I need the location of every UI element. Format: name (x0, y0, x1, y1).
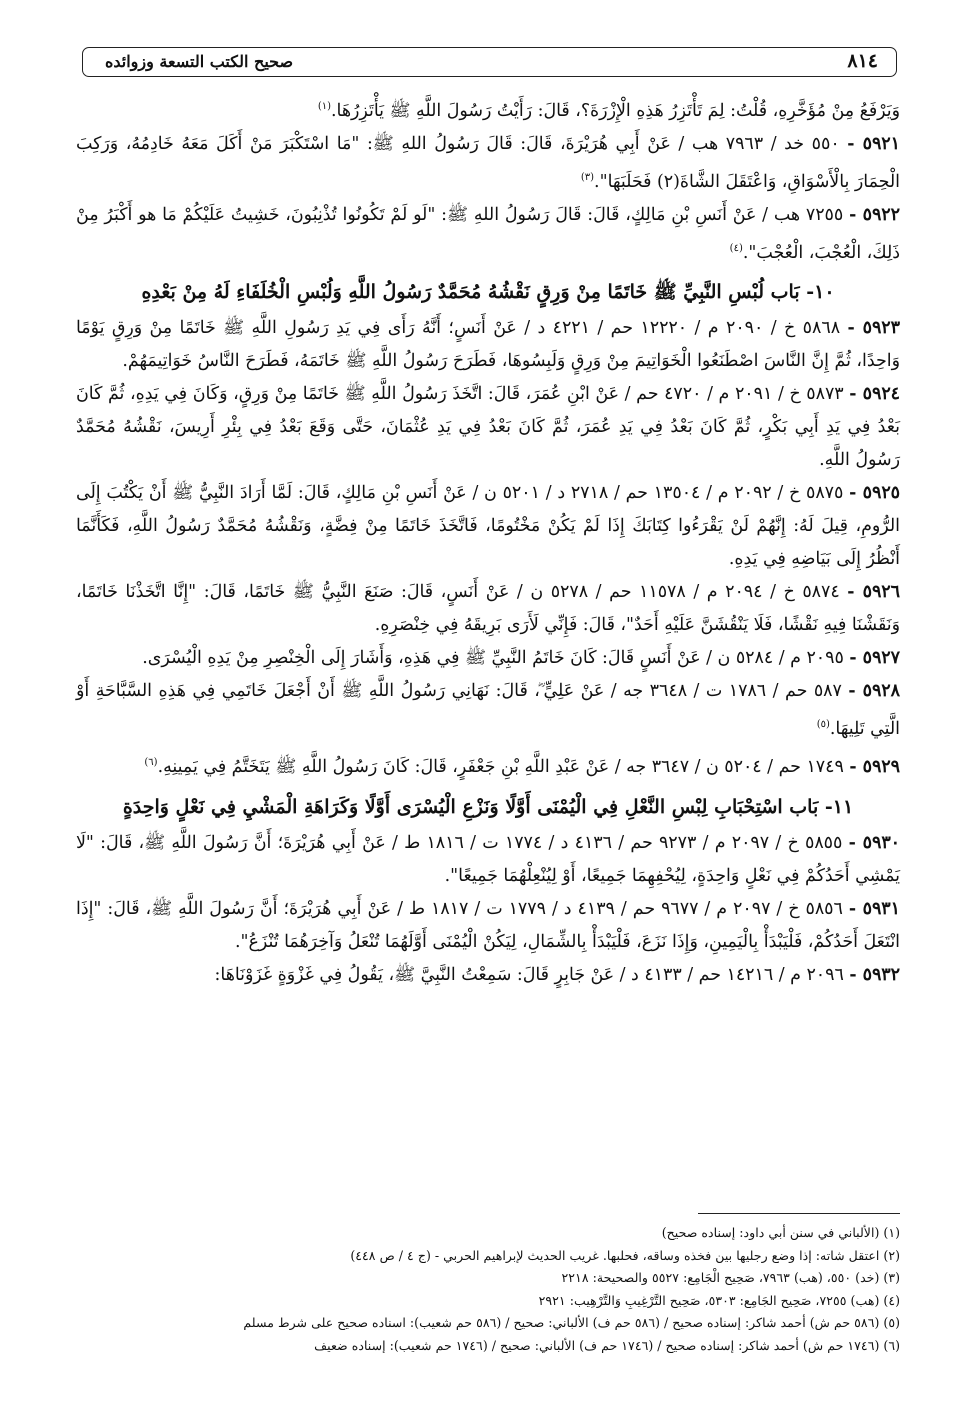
hadith-paragraph (76, 576, 900, 642)
hadith-text: ١٧٤٩ حم / ٥٢٠٤ ن / ٣٦٤٧ جه / عَنْ عَبْدِ اللَّهِ بْنِ جَعْفَرٍ، قَالَ: كَانَ رَسُولُ اللَّهِ ﷺ يَتَخَتَّمُ فِي يَمِينِهِ. (157, 756, 850, 777)
hadith-number: ٥٩٢١ - (847, 133, 900, 154)
footnote-ref[interactable]: (٣) (580, 171, 595, 183)
hadith-paragraph (76, 128, 900, 199)
hadith-paragraph (76, 642, 900, 675)
hadith-paragraph (76, 477, 900, 576)
page-header (82, 47, 897, 77)
footnote-ref[interactable]: (١) (317, 101, 332, 112)
footnote-ref[interactable]: (٦) (144, 757, 158, 769)
hadith-number: ٥٩٢٢ - (849, 204, 900, 225)
hadith-text: ٥٨٧٥ خ / ٢٠٩٢ م / ١٣٥٠٤ حم / ٢٧١٨ د / ٥٢٠١ ن / عَنْ أَنَسِ بْنِ مَالِكٍ، قَالَ: لَمَّا أَرَادَ النَّبِيُّ ﷺ أَنْ يَكْتُبَ إِلَى الرُّومِ، قِيلَ لَهُ: إِنَّهُمْ لَنْ يَقْرَءُوا كِتَابَكَ إِذَا لَمْ يَكُنْ مَخْتُومًا، فَاتَّخَذَ خَاتَمًا مِنْ فِضَّةٍ، وَنَقْشُهُ مُحَمَّدٌ رَسُولُ اللَّهِ، فَكَأَنَّمَا أَنْظُرُ إِلَى بَيَاضِهِ فِي يَدِهِ. (76, 483, 900, 570)
hadith-paragraph (76, 959, 900, 992)
hadith-paragraph (76, 746, 900, 784)
hadith-number: ٥٩٢٣ - (847, 318, 900, 339)
chapter-heading: ١٠- بَاب لُبْسِ النَّبِيِّ ﷺ خَاتَمًا مِنْ وَرِقٍ نَقْشُهُ مُحَمَّدٌ رَسُولُ اللَّهِ وَلُبْسِ الْخُلَفَاءِ لَهُ مِنْ بَعْدِهِ (141, 281, 835, 304)
hadith-text: ٥٨٦٨ خ / ٢٠٩٠ م / ١٢٢٢٠ حم / ٤٢٢١ د / عَنْ أَنَسٍ؛ أَنَّهُ رَأَى فِي يَدِ رَسُولِ اللَّهِ ﷺ خَاتَمًا مِنْ وَرِقٍ يَوْمًا وَاحِدًا، ثُمَّ إِنَّ النَّاسَ اصْطَنَعُوا الْخَوَاتِيمَ مِنْ وَرِقٍ وَلَبِسُوهَا، فَطَرَحَ رَسُولُ اللَّهِ ﷺ خَاتَمَهُ، فَطَرَحَ النَّاسُ خَوَاتِيمَهُمْ. (76, 318, 900, 372)
footnote-line: (٦) (١٧٤٦ حم ش) أحمد شاكر: إسناده صحيح / (١٧٤٦ حم ف) الألباني: صحيح / (١٧٤٦ حم شعيب): إسناده ضعيف (314, 1337, 900, 1353)
hadith-text: ٧٢٥٥ هب / عَنْ أَنَسِ بْنِ مَالِكٍ، قَالَ: قَالَ رَسُولُ اللهِ ﷺ: "لَو لَمْ تَكُونُوا تُذْنِبُونَ، خَشِيتُ عَلَيْكُمْ مَا هو أَكْبَرُ مِنْ ذَلِكَ، الْعُجْبَ، الْعُجْبَ". (76, 204, 900, 263)
hadith-text: ٢٠٩٦ م / ١٤٢١٦ حم / ٤١٣٣ د / عَنْ جَابِرٍ قَالَ: سَمِعْتُ النَّبِيَّ ﷺ، يَقُولُ فِي غَزْوَةٍ غَزَوْنَاهَا: (214, 964, 850, 985)
hadith-text: ٥٨٧ حم / ١٧٨٦ ت / ٣٦٤٨ جه / عَنْ عَلِيٍّ ؓ، قَالَ: نَهَانِي رَسُولُ اللَّهِ ﷺ أَنْ أَجْعَلَ خَاتَمِي فِي هَذِهِ السَّبَّاحَةِ أَوْ الَّتِي تَلِيهَا. (76, 681, 900, 740)
hadith-text: ٥٨٧٣ خ / ٢٠٩١ م / ٤٧٢٠ حم / عَنْ ابْنِ عُمَرَ، قَالَ: اتَّخَذَ رَسُولُ اللَّهِ ﷺ خَاتَمًا مِنْ وَرِقٍ، وَكَانَ فِي يَدِهِ، ثُمَّ كَانَ بَعْدُ فِي يَدِ أَبِي بَكْرٍ، ثُمَّ كَانَ بَعْدُ فِي يَدِ عُمَرَ، ثُمَّ كَانَ بَعْدُ فِي يَدِ عُثْمَانَ، حَتَّى وَقَعَ بَعْدُ فِي بِئْرِ أَرِيسَ، نَقْشُهُ مُحَمَّدٌ رَسُولُ اللَّهِ. (76, 384, 900, 471)
hadith-paragraph (76, 827, 900, 893)
hadith-number: ٥٩٣٢ - (849, 964, 900, 985)
hadith-text: وَيَرْفَعُ مِنْ مُؤَخَّرِهِ، قُلْتُ: لِمَ تَأْتَزِرُ هَذِهِ الْإِزْرَةَ؟، قَالَ: رَأَيْتُ رَسُولَ اللَّهِ ﷺ يَأْتَزِرُهَا. (331, 100, 900, 121)
footnote-line: (٢) اعتقل شاته: إذا وضع رجليها بين فخذه وساقه، فحلبها. غريب الحديث لإبراهيم الحربي - (ج ٤ / ص ٤٤٨) (350, 1247, 900, 1263)
footnote-line: (٥) (٥٨٦ حم ش) أحمد شاكر: إسناده صحيح / (٥٨٦ حم ف) الألباني: صحيح / (٥٨٦ حم شعيب): اسناده صحيح على شرط مسلم (243, 1315, 900, 1330)
footnote-line: (١) (الألباني في سنن أبي داود: إسناده صحيح) (661, 1225, 900, 1240)
hadith-number: ٥٩٢٨ - (848, 681, 900, 702)
hadith-paragraph (76, 90, 900, 128)
footnote-ref[interactable]: (٤) (729, 242, 743, 254)
hadith-number: ٥٩٢٧ - (849, 648, 900, 669)
hadith-number: ٥٩٣٠ - (848, 832, 901, 853)
hadith-paragraph (76, 378, 900, 477)
hadith-paragraph (76, 312, 900, 378)
hadith-number: ٥٩٣١ - (848, 898, 900, 919)
hadith-text: ٥٨٥٥ خ / ٢٠٩٧ م / ٩٢٧٣ حم / ٤١٣٦ د / ١٧٧٤ ت / ١٨١٦ ط / عَنْ أَبِي هُرَيْرَةَ؛ أَنَّ رَسُولَ اللَّهِ ﷺ، قَالَ: "لَا يَمْشِي أَحَدُكُمْ فِي نَعْلٍ وَاحِدَةٍ، لِيُحْفِهِمَا جَمِيعًا، أَوْ لِيُنْعِلْهُمَا جَمِيعًا". (76, 832, 900, 886)
footnotes (76, 1222, 900, 1357)
chapter-heading: ١١- بَاب اسْتِحْبَابِ لِبْسِ النَّعْلِ فِي الْيُمْنَى أَوَّلًا وَنَزْعِ الْيُسْرَى أَوَّلًا وَكَرَاهَةِ الْمَشْيِ فِي نَعْلٍ وَاحِدَةٍ (122, 795, 854, 818)
book-title: صحيح الكتب التسعة وزوائده (105, 52, 294, 71)
hadith-text: ٢٠٩٥ م / ٥٢٨٤ ن / عَنْ أَنَسٍ قَالَ: كَانَ خَاتَمُ النَّبِيِّ ﷺ فِي هَذِهِ، وَأَشَارَ إِلَى الْخِنْصِرِ مِنْ يَدِهِ الْيُسْرَى. (142, 648, 850, 669)
hadith-text: ٥٨٧٤ خ / ٢٠٩٤ م / ١١٥٧٨ حم / ٥٢٧٨ ن / عَنْ أَنَسٍ، قَالَ: صَنَعَ النَّبِيُّ ﷺ خَاتَمًا، قَالَ: "إِنَّا اتَّخَذْنَا خَاتَمًا، وَنَقَشْنَا فِيهِ نَقْشًا، فَلَا يَنْقُشَنَّ عَلَيْهِ أَحَدٌ"، قَالَ: فَإِنِّي لَأَرَى بَرِيقَهُ فِي خِنْصَرِهِ. (76, 582, 900, 636)
hadith-number: ٥٩٢٤ - (849, 384, 901, 405)
hadith-number: ٥٩٢٦ - (847, 582, 900, 603)
page-number: ٨١٤ (847, 50, 878, 72)
hadith-paragraph (76, 199, 900, 270)
footnote-line: (٣) (خد) ٥٥٠، (هب) ٧٩٦٣، صَحِيح الْجَامِع: ٥٥٢٧ والصحيحة: ٢٢١٨ (561, 1270, 900, 1285)
hadith-text: ٥٨٥٦ خ / ٢٠٩٧ م / ٩٦٧٧ حم / ٤١٣٩ د / ١٧٧٩ ت / ١٨١٧ ط / عَنْ أَبِي هُرَيْرَةَ؛ أَنَّ رَسُولَ اللَّهِ ﷺ، قَالَ: "إِذَا انْتَعَلَ أَحَدُكُمْ، فَلْيَبْدَأْ بِالْيَمِينِ، وَإِذَا نَزَعَ، فَلْيَبْدَأْ بِالشِّمَالِ، لِيَكُنْ الْيُمْنَى أَوَّلَهُمَا تُنْعَلُ وَآخِرَهُمَا تُنْزَعُ". (76, 898, 900, 952)
main-text (76, 90, 900, 992)
footnote-separator (698, 1213, 900, 1214)
hadith-text: ٥٥٠ خد / ٧٩٦٣ هب / عَنْ أَبِي هُرَيْرَةَ، قَالَ: قَالَ رَسُولُ اللهِ ﷺ: "مَا اسْتَكْبَرَ مَنْ أَكَلَ مَعَهُ خَادِمُهُ، وَرَكِبَ الْحِمَارَ بِالْأَسْوَاقِ، وَاعْتَقَلَ الشَّاةَ(٢) فَحَلَبَهَا". (76, 133, 900, 192)
footnote-ref[interactable]: (٥) (816, 719, 830, 731)
hadith-number: ٥٩٢٥ - (849, 483, 901, 504)
hadith-paragraph (76, 675, 900, 746)
footnote-line: (٤) (هب) ٧٢٥٥، صَحِيح الجَامِع: ٥٣٠٣، صَحِيح التَّرْغِيبِ وَالتَّرْهِيب: ٢٩٢١ (538, 1292, 900, 1308)
hadith-number: ٥٩٢٩ - (849, 756, 900, 777)
hadith-paragraph (76, 893, 900, 959)
